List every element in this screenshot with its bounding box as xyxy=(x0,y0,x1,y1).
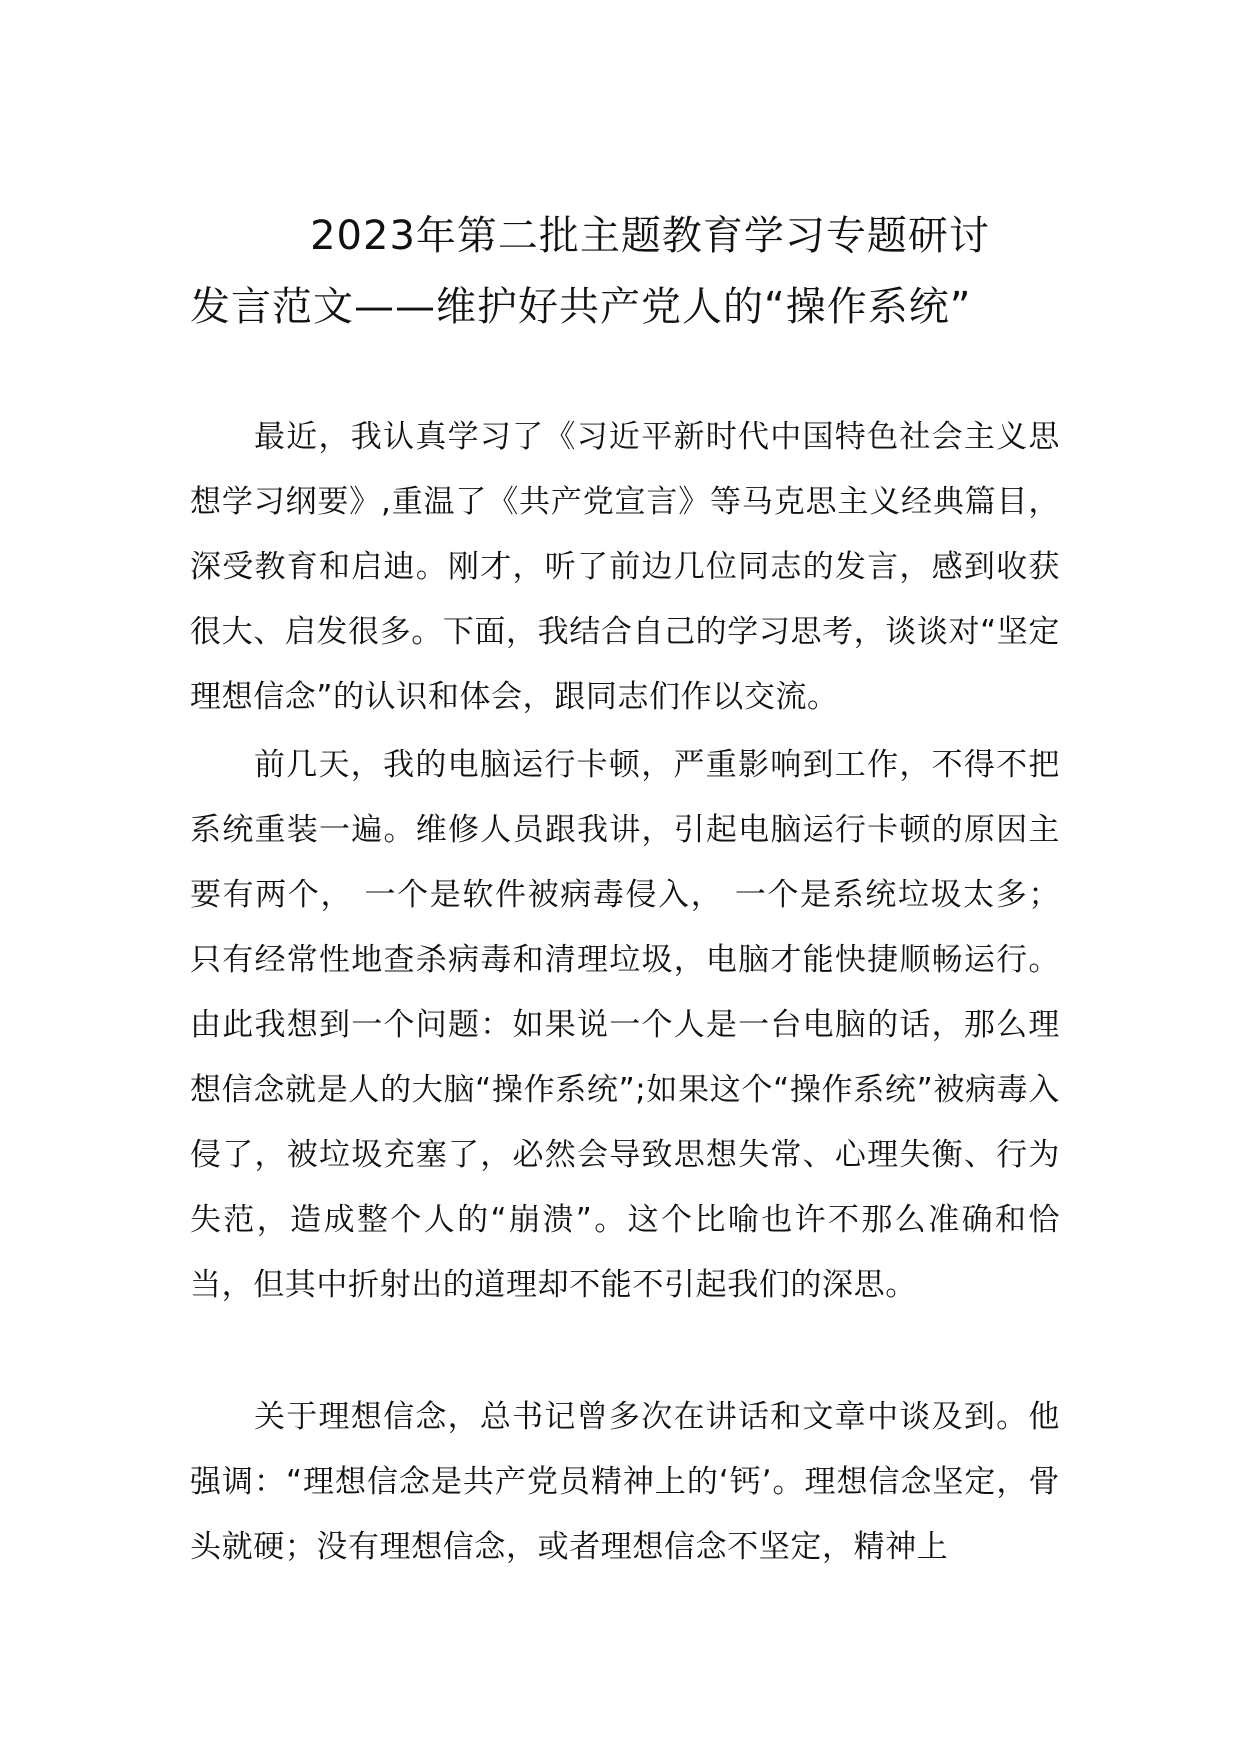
paragraph-text: 前几天，我的电脑运行卡顿，严重影响到工作，不得不把系统重装一遍。维修人员跟我讲，引起电脑运行卡顿的原因主要有两个， 一个是软件被病毒侵入， 一个是系统垃圾太多；只有经常性地查杀病毒和清理垃圾，电脑才能快捷顺畅运行。由此我想到一个问题：如果说一个人是一台电脑的话，那么理想信念就是人的大脑“操作系统”;如果这个“操作系统”被病毒入侵了，被垃圾充塞了，必然会导致思想失常、心理失衡、行为失范，造成整个人的“崩溃”。这个比喻也许不那么准确和恰当，但其中折射出的道理却不能不引起我们的深思。 xyxy=(190,747,1060,1303)
body-paragraph-1 xyxy=(190,405,1060,730)
paragraph-text: 关于理想信念，总书记曾多次在讲话和文章中谈及到。他强调：“理想信念是共产党员精神上的‘钙’。理想信念坚定，骨头就硬；没有理想信念，或者理想信念不坚定，精神上 xyxy=(190,1399,1060,1565)
paragraph-text: 最近，我认真学习了《习近平新时代中国特色社会主义思想学习纲要》,重温了《共产党宣言》等马克思主义经典篇目，深受教育和启迪。刚才，听了前边几位同志的发言，感到收获很大、启发很多。下面，我结合自己的学习思考，谈谈对“坚定理想信念”的认识和体会，跟同志们作以交流。 xyxy=(190,419,1060,715)
document-title-line-2: 发言范文——维护好共产党人的“操作系统” xyxy=(190,284,972,330)
body-paragraph-3 xyxy=(190,1385,1060,1580)
document-title-line-1: 2023年第二批主题教育学习专题研讨 xyxy=(310,213,990,259)
body-paragraph-2 xyxy=(190,733,1060,1318)
